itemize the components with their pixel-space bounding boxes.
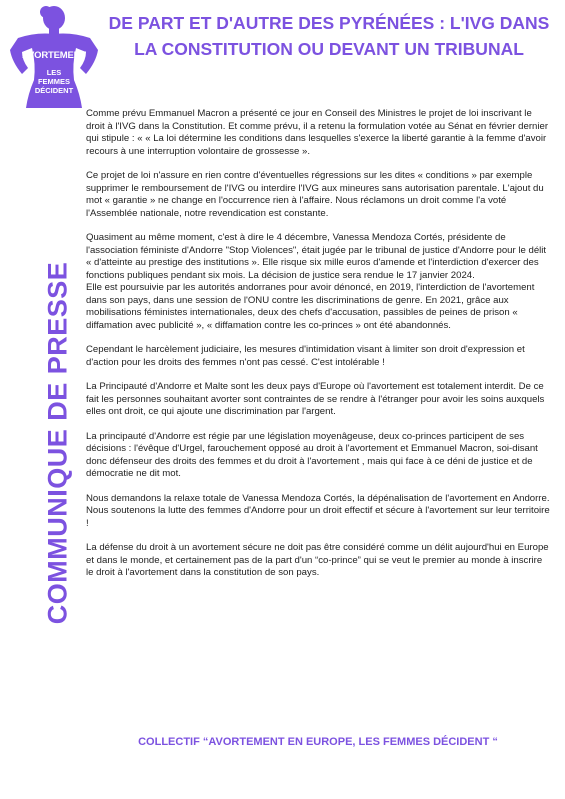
logo-line-femmes: FEMMES <box>37 77 71 86</box>
paragraph-defense: La défense du droit à un avortement sécure ne doit pas être considéré comme un délit aujourd'hui en Europe et dans le monde, et certainement pas de la part d'un “co-prince” qui se veut le premier au monde à inscrire le droit à l'avortement dans la constitution de son pays. <box>86 542 549 578</box>
press-release-side-label: COMMUNIQUE DE PRESSE <box>42 261 73 625</box>
page-title: DE PART ET D'AUTRE DES PYRÉNÉES : L'IVG DANS LA CONSTITUTION OU DEVANT UN TRIBUNAL <box>108 13 550 59</box>
paragraph-harassment: Cependant le harcèlement judiciaire, les mesures d'intimidation visant à limiter son droit d'expression et d'action pour les droits des femmes n'ont pas cessé. C'est intolérable ! <box>86 344 525 368</box>
paragraph-co-princes: La principauté d'Andorre est régie par une législation moyenâgeuse, deux co-princes participent de ses décisions : l'évêque d'Urgel, farouchement opposé au droit à l'avortement et Emmanuel Macron, soi-disant donc défenseur des droits des femmes et du droit à l'avortement , mais qui face à ce déni de justice et de démocratie ne dit mot. <box>86 430 538 479</box>
logo-line-avortement: AVORTEMENT <box>22 50 86 61</box>
paragraph-support: Nous soutenons la lutte des femmes d'Andorre pour un droit effectif et sécure à l'avortement sur leur territoire ! <box>86 505 550 529</box>
collective-signature: COLLECTIF “AVORTEMENT EN EUROPE, LES FEMMES DÉCIDENT “ <box>138 736 498 748</box>
logo-line-decident: DÉCIDENT <box>34 86 74 95</box>
paragraph-trial: Quasiment au même moment, c'est à dire le 4 décembre, Vanessa Mendoza Cortés, présidente de l'association féministe d'Andorre "Stop Violences", était jugée par le tribunal de justice d'Andorre pour le délit « d'atteinte au prestige des institutions ». Elle risque six mille euros d'amende et l'interdiction d'exercer des fonctions publiques pendant six mois. La décision de justice sera rendue le 17 janvier 2024. <box>86 232 547 281</box>
paragraph-prosecution: Elle est poursuivie par les autorités andorranes pour avoir dénoncé, en 2019, l'interdiction de l'avortement dans son pays, dans une session de l'ONU contre les discriminations de genre. En 2021, grâce aux mobilisations féministes internationales, deux des chefs d'accusation, passibles de peines de prison « diffamation avec publicité », « diffamation contre les co-princes » ont été abandonnés. <box>86 282 535 331</box>
paragraph-andorra-malta: La Principauté d'Andorre et Malte sont les deux pays d'Europe où l'avortement est totalement interdit. De ce fait les personnes souhaitant avorter sont contraintes de se rendre à l'étranger pour avoir les soins auxquels elles ont droit, ce qui ajoute une discrimination par l'argent. <box>86 381 545 417</box>
logo-line-les: LES <box>46 68 62 77</box>
paragraph-constitution: Comme prévu Emmanuel Macron a présenté ce jour en Conseil des Ministres le projet de loi inscrivant le droit à l'IVG dans la Constitution. Et comme prévu, il a retenu la formulation votée au Sénat en février dernier qui stipule : « « La loi détermine les conditions dans lesquelles s'exerce la liberté garantie à la femme d'avoir recours à une interruption volontaire de grossesse ». <box>86 108 549 157</box>
paragraph-conditions: Ce projet de loi n'assure en rien contre d'éventuelles régressions sur les dites « conditions » par exemple supprimer le remboursement de l'IVG ou interdire l'IVG aux mineures sans autorisation parentale. L'ajout du mot « garantie » ne change en l'occurrence rien à l'affaire. Nous réclamons un droit comme l'a voté l'Assemblée nationale, notre revendication est constante. <box>86 170 544 219</box>
press-release-body <box>86 108 550 592</box>
collective-logo <box>6 4 102 108</box>
paragraph-demands: Nous demandons la relaxe totale de Vanessa Mendoza Cortés, la dépénalisation de l'avortement en Andorre. <box>86 492 550 504</box>
